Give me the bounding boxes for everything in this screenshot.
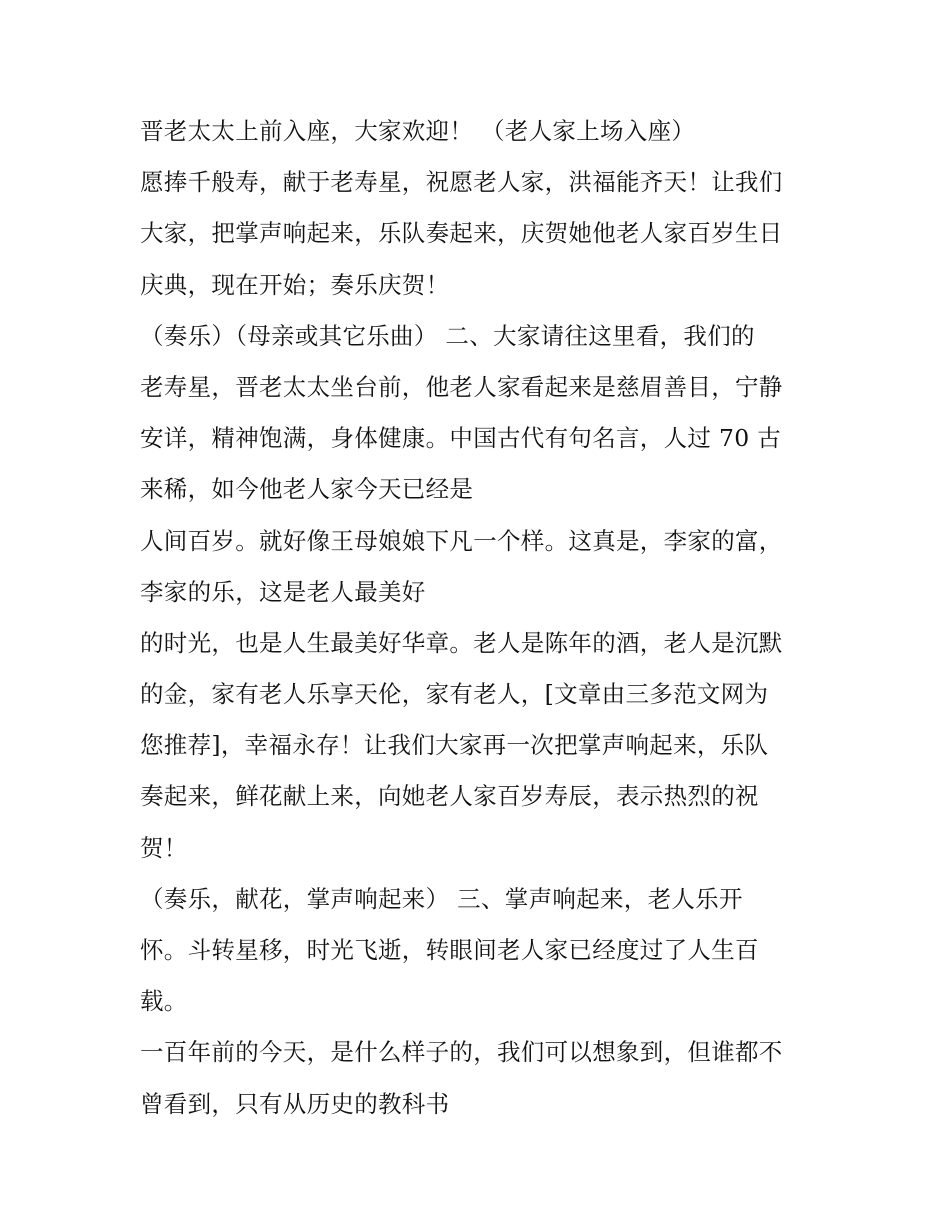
body-text xyxy=(140,106,830,1130)
text-line: 人间百岁。就好像王母娘娘下凡一个样。这真是，李家的富， xyxy=(140,526,783,555)
text-line: 老寿星，晋老太太坐台前，他老人家看起来是慈眉善目，宁静 xyxy=(140,372,783,401)
text-line: 的时光，也是人生最美好华章。老人是陈年的酒，老人是沉默 xyxy=(140,628,783,657)
text-line: 曾看到，只有从历史的教科书 xyxy=(140,1089,450,1118)
text-line: 愿捧千般寿，献于老寿星，祝愿老人家，洪福能齐天！让我们 xyxy=(140,168,783,197)
text-line: 的金，家有老人乐享天伦，家有老人，[文章由三多范文网为 xyxy=(140,680,769,709)
text-line: 大家，把掌声响起来，乐队奏起来，庆贺她他老人家百岁生日 xyxy=(140,219,783,248)
text-line: 晋老太太上前入座，大家欢迎！ （老人家上场入座） xyxy=(140,117,696,145)
text-line: 来稀，如今他老人家今天已经是 xyxy=(140,475,474,504)
text-line: 庆典，现在开始；奏乐庆贺！ xyxy=(140,270,450,299)
text-line: 李家的乐，这是老人最美好 xyxy=(140,577,426,606)
text-line: 怀。斗转星移，时光飞逝，转眼间老人家已经度过了人生百 xyxy=(140,936,759,964)
text-line: 贺！ xyxy=(140,833,188,862)
text-line: 您推荐]，幸福永存！让我们大家再一次把掌声响起来，乐队 xyxy=(140,731,769,760)
text-line: （奏乐，献花，掌声响起来） 三、掌声响起来，老人乐开 xyxy=(140,884,743,913)
text-line: 奏起来，鲜花献上来，向她老人家百岁寿辰，表示热烈的祝 xyxy=(140,782,759,811)
text-line: 安详，精神饱满，身体健康。中国古代有句名言，人过 70 古 xyxy=(140,424,782,453)
text-line: （奏乐）（母亲或其它乐曲） 二、大家请往这里看，我们的 xyxy=(140,321,755,350)
text-line: 载。 xyxy=(140,987,188,1016)
text-line: 一百年前的今天，是什么样子的，我们可以想象到，但谁都不 xyxy=(140,1038,783,1067)
